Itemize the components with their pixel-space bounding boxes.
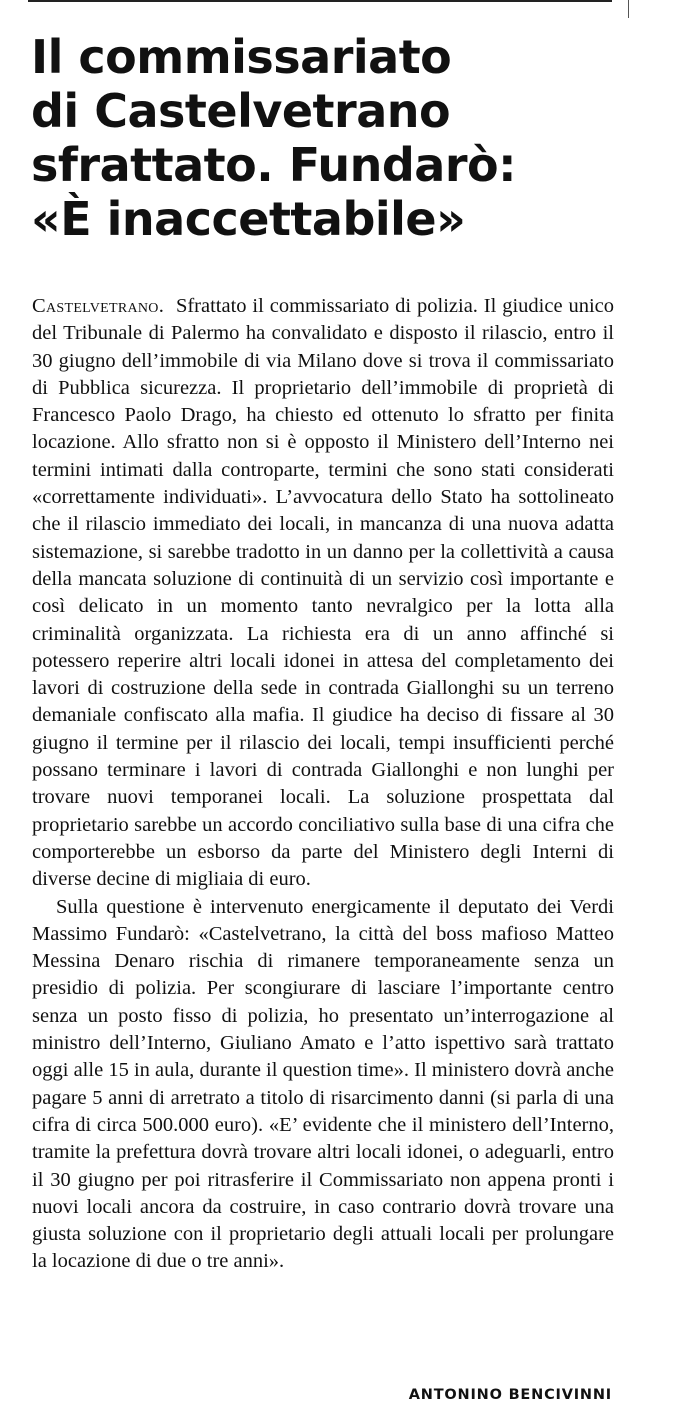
author-byline: ANTONINO BENCIVINNI xyxy=(408,1387,612,1403)
top-rule xyxy=(28,0,612,2)
article-paragraph-1 xyxy=(32,293,614,894)
paragraph-1-text: Sfrattato il commissariato di polizia. Il giudice unico del Tribunale di Palermo ha convalidato e disposto il rilascio, entro il 30 giugno dell’immobile di via Milano dove si trova il commissariato di Pubblica sicurezza. Il proprietario dell’immobile di proprietà di Francesco Paolo Drago, ha chiesto ed ottenuto lo sfratto per finita locazione. Allo sfratto non si è opposto il Ministero dell’Interno nei termini intimati dalla controparte, termini che sono stati considerati «correttamente individuati». L’avvocatura dello Stato ha sottolineato che il rilascio immediato dei locali, in mancanza di una nuova adatta sistemazione, si sarebbe tradotto in un danno per la collettività a causa della mancata soluzione di continuità di un servizio così importante e così delicato in un momento tanto nevralgico per la lotta alla criminalità organizzata. La richiesta era di un anno affinché si potessero reperire altri locali idonei in attesa del completamento dei lavori di costruzione della sede in contrada Giallonghi su un terreno demaniale confiscato alla mafia. Il giudice ha deciso di fissare al 30 giugno il termine per il rilascio dei locali, tempi insufficienti perché possano terminare i lavori di contrada Giallonghi e non lunghi per trovare nuovi temporanei locali. La soluzione prospettata dal proprietario sarebbe un accordo conciliativo sulla base di una cifra che comporterebbe un esborso da parte del Ministero degli Interni di diverse decine di migliaia di euro. xyxy=(32,295,614,891)
article-paragraph-2: Sulla questione è intervenuto energicamente il deputato dei Verdi Massimo Fundarò: «Castelvetrano, la città del boss mafioso Matteo Messina Denaro rischia di rimanere temporaneamente senza un presidio di polizia. Per scongiurare di lasciare l’importante centro senza un posto fisso di polizia, ho presentato un’interrogazione al ministro dell’Interno, Giuliano Amato e l’atto ispettivo sarà trattato oggi alle 15 in aula, durante il question time». Il ministero dovrà anche pagare 5 anni di arretrato a titolo di risarcimento danni (si parla di una cifra di circa 500.000 euro). «E’ evidente che il ministero dell’Interno, tramite la prefettura dovrà trovare altri locali idonei, o adeguarli, entro il 30 giugno per poi ritrasferire il Commissariato non appena pronti i nuovi locali ancora da costruire, in caso contrario dovrà trovare una giusta soluzione con il proprietario degli attuali locali per prolungare la locazione di due o tre anni». xyxy=(32,895,614,1273)
article-body xyxy=(32,293,614,1276)
article-headline xyxy=(31,30,631,246)
headline-line-2: di Castelvetrano xyxy=(31,84,451,138)
headline-line-1: Il commissariato xyxy=(31,30,452,84)
column-edge-mark xyxy=(628,0,629,18)
dateline: Castelvetrano. xyxy=(32,295,165,317)
headline-line-4: «È inaccettabile» xyxy=(31,192,466,246)
headline-line-3: sfrattato. Fundarò: xyxy=(31,138,516,192)
